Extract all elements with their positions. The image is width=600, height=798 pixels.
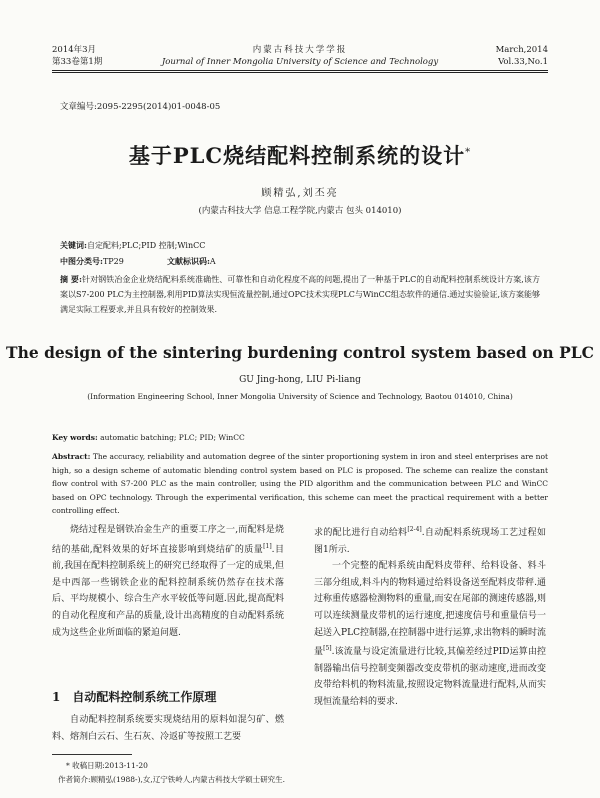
system-text-rest: .该流量与设定流量进行比较,其偏差经过PID运算由控制器输出信号控制变频器改变皮带机的驱动速度,进而改变皮带给料机的物料流量,按照设定物料流量进行配料,从而实现恒流量给料的要求. xyxy=(314,647,546,707)
doc-code-label: 文献标识码: xyxy=(166,256,210,266)
clc-label: 中图分类号: xyxy=(60,256,103,266)
citation: [1] xyxy=(263,542,272,550)
section-title: 自动配料控制系统工作原理 xyxy=(72,690,217,704)
keywords-cn xyxy=(60,240,205,251)
title-footnote-mark: * xyxy=(465,147,472,158)
keywords-cn-text: 自定配料;PLC;PID 控制;WinCC xyxy=(86,241,206,250)
header-date-volume xyxy=(52,44,102,68)
header-rule-bottom xyxy=(52,72,548,73)
continued-text-rest: .自动配料系统现场工艺过程如图1所示. xyxy=(314,528,546,555)
header-volume-issue-en: Vol.33,No.1 xyxy=(498,57,548,67)
journal-name-en: Journal of Inner Mongolia University of Science and Technology xyxy=(161,57,439,67)
keywords-cn-label: 关键词: xyxy=(60,240,87,250)
body-right-column xyxy=(314,522,546,711)
continued-paragraph xyxy=(314,522,546,558)
paper-title-cn xyxy=(0,140,600,170)
abstract-cn xyxy=(60,272,540,317)
journal-name-cn: 内蒙古科技大学学报 xyxy=(252,45,348,55)
abstract-en xyxy=(52,450,548,518)
paper-title-en: The design of the sintering burdening control system based on PLC xyxy=(6,343,594,362)
footnote-received: * 收稿日期:2013-11-20 xyxy=(66,761,148,770)
keywords-en xyxy=(52,433,548,442)
header-journal xyxy=(150,44,450,68)
section-1-paragraph xyxy=(52,712,284,745)
system-text: 一个完整的配料系统由配料皮带秤、给料设备、料斗三部分组成,料斗内的物料通过给料设备送至配料皮带秤.通过称重传感器检测物料的重量,而安在尾部的测速传感器,则可以连续测量皮带机的运行速度,把速度信号和重量信号一起送入PLC控制器,在控制器中进行运算,求出物料的瞬时流量 xyxy=(314,561,546,658)
abstract-cn-text: 针对钢铁冶金企业烧结配料系统准确性、可靠性和自动化程度不高的问题,提出了一种基于PLC的自动配料控制系统设计方案,该方案以S7-200 PLC为主控制器,利用PID算法实现恒流量控制,通过OPC技术实现PLC与WinCC组态软件的通信.通过实验验证,该方案能够满足实际工程要求,并且具有较好的控制效果. xyxy=(60,275,540,314)
citation: [2-4] xyxy=(407,526,422,533)
body-left-column xyxy=(52,522,284,641)
classification-cn xyxy=(60,256,216,267)
citation: [5] xyxy=(323,645,332,653)
keywords-en-label: Key words: xyxy=(52,433,98,442)
article-number: 文章编号:2095-2295(2014)01-0048-05 xyxy=(60,102,221,112)
clc-value: TP29 xyxy=(102,257,124,266)
authors-cn: 顾精弘,刘丕亮 xyxy=(261,188,339,199)
header-date-volume-en xyxy=(496,44,548,68)
section-heading-1 xyxy=(52,688,216,705)
affiliation-en: (Information Engineering School, Inner Mongolia University of Science and Technology, Baotou 014010, China) xyxy=(87,392,513,401)
intro-text: 烧结过程是钢铁冶金生产的重要工序之一,而配料是烧结的基础,配料效果的好坏直接影响到烧结矿的质量 xyxy=(52,525,284,555)
keywords-en-text: automatic batching; PLC; PID; WinCC xyxy=(100,433,245,442)
intro-paragraph xyxy=(52,522,284,641)
header-date-en: March,2014 xyxy=(495,45,548,55)
doc-code-value: A xyxy=(209,257,216,266)
footnote-rule xyxy=(52,754,132,755)
abstract-cn-label: 摘 要: xyxy=(60,274,82,284)
continued-text: 求的配比进行自动给料 xyxy=(314,528,408,538)
header-rule-top xyxy=(52,70,548,71)
section-1-text: 自动配料控制系统要实现烧结用的原料如混匀矿、燃料、熔剂白云石、生石灰、冷返矿等按照工艺要 xyxy=(52,715,284,742)
affiliation-cn: (内蒙古科技大学 信息工程学院,内蒙古 包头 014010) xyxy=(198,206,402,216)
intro-text-rest: .目前,我国在配料控制系统上的研究已经取得了一定的成果,但是中西部一些钢铁企业的配料控制系统仍然存在技术落后、平均规模小、综合生产水平较低等问题.因此,提高配料的自动化程度和产品的质量,设计出高精度的自动配料系统成为这些企业所面临的紧迫问题. xyxy=(52,544,284,638)
header-volume-issue: 第33卷第1期 xyxy=(52,57,103,67)
abstract-en-label: Abstract: xyxy=(52,452,91,461)
header-date: 2014年3月 xyxy=(52,45,97,55)
authors-en: GU Jing-hong, LIU Pi-liang xyxy=(239,375,361,385)
title-text: 基于PLC烧结配料控制系统的设计 xyxy=(128,143,466,168)
system-paragraph xyxy=(314,558,546,710)
section-number: 1 xyxy=(52,690,61,704)
abstract-en-text: The accuracy, reliability and automation degree of the sinter proportioning system in iron and steel enterprises are not high, so a design scheme of automatic blending control system based on PLC is proposed. The scheme can realize the constant flow control with S7-200 PLC as the main controller, using the PID algorithm and the communication between PLC and WinCC based on OPC technology. Through the experimental verification, this scheme can meet the practical requirement with a better controlling effect. xyxy=(52,452,548,515)
footnote-author: 作者简介:顾精弘(1988-),女,辽宁铁岭人,内蒙古科技大学硕士研究生. xyxy=(58,775,286,784)
